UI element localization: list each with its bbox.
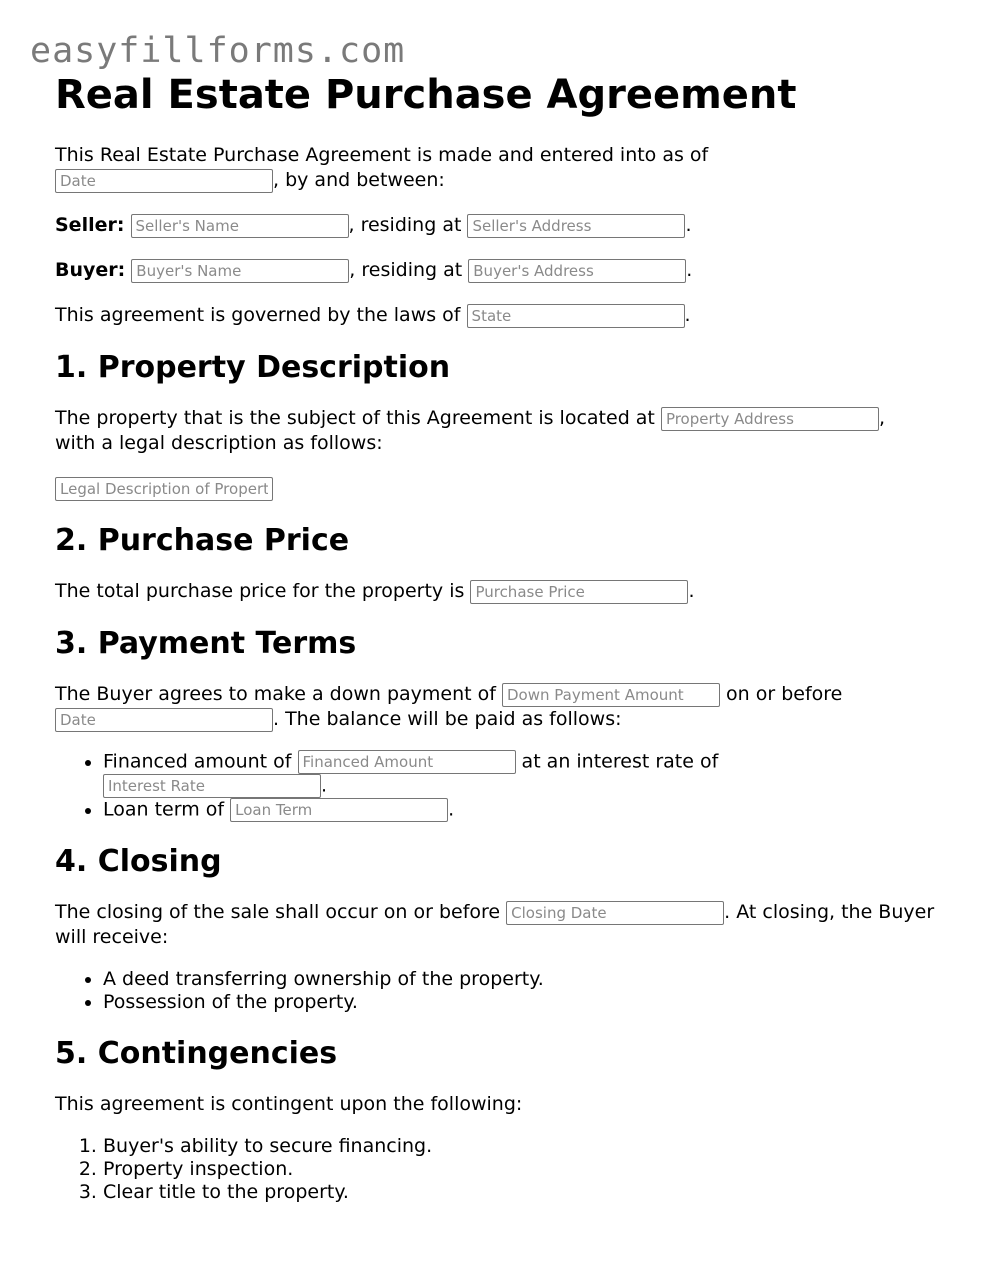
governed-end: .: [684, 304, 691, 326]
down-payment-date-input[interactable]: [55, 708, 273, 732]
closing-text-end: . At closing, the Buyer will receive:: [55, 901, 935, 948]
purchase-price-input[interactable]: [470, 580, 688, 604]
section-payment-terms: [55, 626, 935, 822]
down-payment-input[interactable]: [502, 683, 720, 707]
agreement-date-input[interactable]: [55, 169, 273, 193]
buyer-label: Buyer:: [55, 259, 126, 281]
intro-text-end: , by and between:: [273, 169, 445, 191]
seller-address-input[interactable]: [467, 214, 685, 238]
property-text: The property that is the subject of this Agreement is located at: [55, 407, 655, 429]
on-or-before-text: on or before: [726, 683, 843, 705]
watermark: easyfillforms.com: [30, 31, 406, 71]
section-purchase-price: [55, 523, 935, 604]
list-item: [103, 798, 935, 822]
section-heading: 5. Contingencies: [55, 1036, 338, 1071]
purchase-price-text: The total purchase price for the property is: [55, 580, 465, 602]
closing-list: [55, 968, 935, 1014]
loan-term-text: Loan term of: [103, 798, 225, 821]
legal-description-input[interactable]: [55, 477, 273, 501]
buyer-address-input[interactable]: [468, 259, 686, 283]
list-item: • Possession of the property.: [103, 991, 935, 1014]
section-heading: 3. Payment Terms: [55, 626, 357, 661]
section-contingencies: [55, 1036, 935, 1204]
agreement-document: [55, 70, 935, 1204]
interest-rate-end: .: [321, 774, 328, 797]
closing-date-input[interactable]: [506, 901, 724, 925]
seller-end: .: [685, 214, 692, 236]
intro-paragraph: [55, 143, 935, 193]
seller-residing-text: , residing at: [348, 214, 462, 236]
property-address-input[interactable]: [661, 407, 879, 431]
seller-label: Seller:: [55, 214, 125, 236]
buyer-row: [55, 258, 935, 283]
loan-term-input[interactable]: [230, 798, 448, 822]
section-closing: [55, 844, 935, 1014]
intro-text: This Real Estate Purchase Agreement is made and entered into as of: [55, 144, 709, 166]
governing-law-row: [55, 303, 935, 328]
closing-paragraph: [55, 900, 935, 950]
payment-list: [55, 750, 935, 822]
closing-text: The closing of the sale shall occur on or before: [55, 901, 501, 923]
balance-text: . The balance will be paid as follows:: [273, 708, 622, 730]
list-item: 3. Clear title to the property.: [103, 1181, 935, 1204]
list-item: 1. Buyer's ability to secure financing.: [103, 1135, 935, 1158]
property-paragraph: [55, 406, 935, 456]
payment-paragraph: [55, 682, 935, 732]
list-item: [103, 750, 935, 798]
buyer-end: .: [686, 259, 693, 281]
list-item: 2. Property inspection.: [103, 1158, 935, 1181]
interest-rate-input[interactable]: [103, 774, 321, 798]
section-property-description: [55, 350, 935, 501]
financed-amount-input[interactable]: [298, 750, 516, 774]
interest-rate-text: at an interest rate of: [521, 750, 719, 773]
page-title: Real Estate Purchase Agreement: [55, 72, 797, 118]
buyer-name-input[interactable]: [131, 259, 349, 283]
purchase-price-paragraph: [55, 579, 935, 604]
section-heading: 1. Property Description: [55, 350, 451, 385]
legal-description-text: with a legal description as follows:: [55, 432, 383, 454]
contingencies-list: [55, 1135, 935, 1204]
state-input[interactable]: [467, 304, 685, 328]
seller-row: [55, 213, 935, 238]
list-item: • A deed transferring ownership of the property.: [103, 968, 935, 991]
purchase-price-end: .: [688, 580, 695, 602]
property-comma: ,: [878, 407, 885, 429]
down-payment-text: The Buyer agrees to make a down payment of: [55, 683, 496, 705]
contingencies-paragraph: This agreement is contingent upon the following:: [55, 1093, 523, 1115]
section-heading: 2. Purchase Price: [55, 523, 350, 558]
seller-name-input[interactable]: [131, 214, 349, 238]
governed-text: This agreement is governed by the laws of: [55, 304, 461, 326]
financed-text: Financed amount of: [103, 750, 292, 773]
section-heading: 4. Closing: [55, 844, 222, 879]
loan-term-end: .: [448, 798, 455, 821]
legal-description-row: [55, 476, 935, 501]
buyer-residing-text: , residing at: [349, 259, 463, 281]
